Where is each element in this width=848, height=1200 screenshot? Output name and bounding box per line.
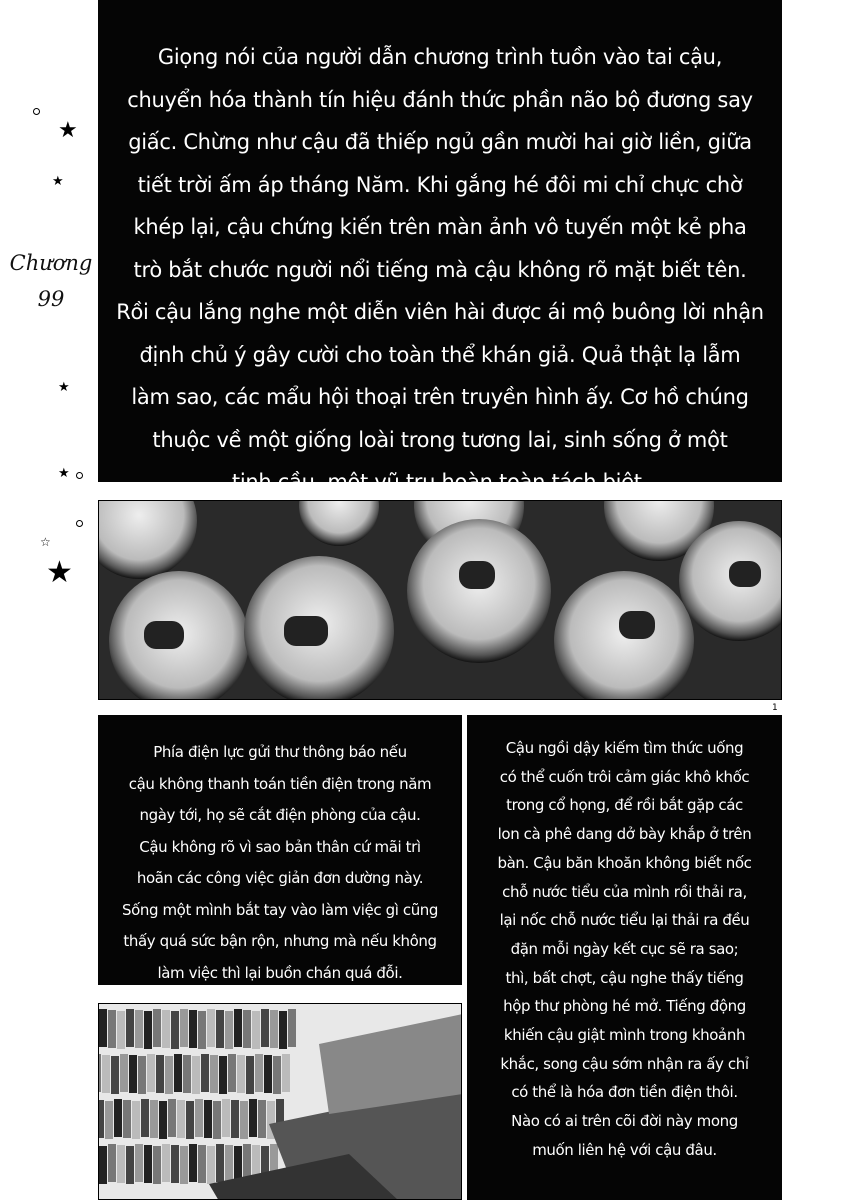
book-spine	[174, 1054, 182, 1092]
book-spine	[240, 1101, 248, 1139]
book-spine	[249, 1099, 257, 1137]
narration-line: Nào có ai trên cõi đời này mong	[511, 1112, 738, 1131]
bookstore-panel-illustration	[98, 1003, 462, 1200]
circle-doodle	[76, 520, 83, 527]
narration-line: định chủ ý gây cười cho toàn thể khán giả. Quả thật lạ lẫm	[139, 342, 741, 367]
page-number: 1	[772, 703, 778, 713]
book-spine	[216, 1010, 224, 1048]
book-spine	[99, 1009, 107, 1047]
narration-line: bàn. Cậu băn khoăn không biết nốc	[497, 853, 752, 872]
book-spine	[117, 1011, 125, 1049]
book-spine	[108, 1144, 116, 1182]
narration-line: Giọng nói của người dẫn chương trình tuồn vào tai cậu,	[157, 45, 723, 69]
narration-line: có thể là hóa đơn tiền điện thôi.	[511, 1083, 738, 1102]
book-spine	[198, 1011, 206, 1049]
book-spine	[126, 1009, 134, 1047]
book-spine	[132, 1101, 140, 1139]
narration-line: tinh cầu, một vũ trụ hoàn toàn tách biệt.	[231, 470, 649, 494]
book-spine	[123, 1100, 131, 1138]
book-spine	[165, 1056, 173, 1094]
star-icon: ★	[58, 380, 70, 395]
book-spine	[213, 1101, 221, 1139]
book-spine	[243, 1010, 251, 1048]
book-spine	[126, 1146, 134, 1184]
book-spine	[270, 1010, 278, 1048]
narration-line: làm sao, các mẩu hội thoại trên truyền hình ấy. Cơ hồ chúng	[131, 385, 749, 409]
chapter-heading	[6, 245, 96, 317]
narration-line: khiến cậu giật mình trong khoảnh	[503, 1026, 746, 1045]
narration-line: hộp thư phòng hé mở. Tiếng động	[503, 997, 746, 1016]
book-spine	[153, 1009, 161, 1047]
book-spine	[282, 1054, 290, 1092]
book-spine	[99, 1054, 101, 1092]
book-spine	[111, 1056, 119, 1094]
narration-line: khép lại, cậu chứng kiến trên màn ảnh vô tuyến một kẻ pha	[133, 215, 747, 239]
book-spine	[237, 1055, 245, 1093]
narration-line: Cậu không rõ vì sao bản thân cứ mãi trì	[139, 837, 421, 856]
book-spine	[219, 1056, 227, 1094]
book-spine	[108, 1010, 116, 1048]
star-icon: ★	[58, 466, 70, 481]
narration-line: cậu không thanh toán tiền điện trong năm	[128, 774, 432, 793]
book-spine	[150, 1100, 158, 1138]
narration-line: Cậu ngồi dậy kiếm tìm thức uống	[505, 739, 744, 757]
chapter-number: 99	[37, 287, 65, 311]
book-spine	[189, 1144, 197, 1182]
book-spine	[195, 1099, 203, 1137]
book-spine	[198, 1145, 206, 1183]
book-spine	[144, 1145, 152, 1183]
narration-line: đặn mỗi ngày kết cục sẽ ra sao;	[510, 939, 739, 958]
book-spine	[156, 1055, 164, 1093]
chapter-label: Chương	[9, 251, 93, 275]
book-spine	[147, 1054, 155, 1092]
book-spine	[162, 1010, 170, 1048]
narration-line: khắc, song cậu sớm nhận ra ấy chỉ	[500, 1054, 749, 1073]
book-spine	[102, 1055, 110, 1093]
narration-line: giấc. Chừng như cậu đã thiếp ngủ gần mười hai giờ liền, giữa	[128, 130, 752, 154]
book-spine	[201, 1054, 209, 1092]
book-spine	[225, 1145, 233, 1183]
narration-line: thì, bất chợt, cậu nghe thấy tiếng	[505, 968, 744, 987]
book-spine	[99, 1100, 104, 1138]
narration-line: thấy quá sức bận rộn, nhưng mà nếu không	[123, 932, 437, 950]
book-spine	[138, 1056, 146, 1094]
book-spine	[159, 1101, 167, 1139]
book-spine	[171, 1145, 179, 1183]
book-spine	[180, 1146, 188, 1184]
book-spine	[105, 1101, 113, 1139]
book-spine	[153, 1146, 161, 1184]
narration-line: lon cà phê dang dở bày khắp ở trên	[497, 825, 752, 844]
book-spine	[183, 1055, 191, 1093]
book-spine	[210, 1055, 218, 1093]
narration-line: Sống một mình bắt tay vào làm việc gì cũng	[121, 900, 439, 919]
book-spine	[141, 1099, 149, 1137]
book-spine	[207, 1009, 215, 1047]
book-spine	[279, 1011, 287, 1049]
narration-line: chỗ nước tiểu của mình rồi thải ra,	[502, 882, 747, 901]
narration-line: lại nốc chỗ nước tiểu lại thải ra đều	[499, 911, 750, 930]
narration-line: trò bắt chước người nổi tiếng mà cậu không rõ mặt biết tên.	[133, 257, 747, 282]
book-spine	[225, 1011, 233, 1049]
narration-line: thuộc về một giống loài trong tương lai, sinh sống ở một	[152, 427, 728, 452]
book-spine	[180, 1009, 188, 1047]
bookshelf-drawing	[99, 1004, 462, 1200]
left-narration-box	[98, 715, 462, 985]
book-spine	[114, 1099, 122, 1137]
book-spine	[204, 1100, 212, 1138]
book-spine	[120, 1054, 128, 1092]
star-icon: ★	[58, 118, 78, 143]
book-spine	[288, 1009, 296, 1047]
book-spine	[168, 1099, 176, 1137]
coffee-cans-drawing	[99, 501, 782, 700]
book-spine	[207, 1146, 215, 1184]
book-spine	[144, 1011, 152, 1049]
book-spine	[273, 1056, 281, 1094]
book-spine	[246, 1056, 254, 1094]
book-spine	[135, 1144, 143, 1182]
book-spine	[117, 1145, 125, 1183]
cans-panel-illustration	[98, 500, 782, 700]
narration-line: làm việc thì lại buồn chán quá đỗi.	[157, 963, 403, 982]
book-spine	[135, 1010, 143, 1048]
book-spine	[177, 1100, 185, 1138]
book-spine	[261, 1009, 269, 1047]
circle-doodle	[76, 472, 83, 479]
narration-line: chuyển hóa thành tín hiệu đánh thức phần não bộ đương say	[127, 87, 753, 112]
book-spine	[129, 1055, 137, 1093]
book-spine	[216, 1144, 224, 1182]
circle-doodle	[33, 108, 40, 115]
book-spine	[228, 1054, 236, 1092]
book-spine	[186, 1101, 194, 1139]
narration-line: muốn liên hệ với cậu đâu.	[532, 1140, 717, 1159]
narration-line: hoãn các công việc giản đơn dường này.	[136, 869, 424, 887]
narration-line: Phía điện lực gửi thư thông báo nếu	[153, 743, 407, 761]
narration-line: tiết trời ấm áp tháng Năm. Khi gắng hé đôi mi chỉ chực chờ	[137, 172, 743, 197]
right-narration-box	[467, 715, 782, 1200]
top-narration-box	[98, 0, 782, 494]
star-icon: ★	[46, 555, 73, 590]
narration-line: có thể cuốn trôi cảm giác khô khốc	[499, 767, 750, 786]
narration-line: Rồi cậu lắng nghe một diễn viên hài được ái mộ buông lời nhận	[116, 300, 764, 324]
book-spine	[234, 1009, 242, 1047]
book-spine	[189, 1010, 197, 1048]
book-spine	[162, 1144, 170, 1182]
star-icon: ★	[52, 174, 64, 189]
book-spine	[255, 1054, 263, 1092]
book-spine	[264, 1055, 272, 1093]
book-spine	[222, 1099, 230, 1137]
hollow-star-icon: ☆	[40, 535, 51, 549]
book-spine	[99, 1146, 107, 1184]
narration-line: ngày tới, họ sẽ cắt điện phòng của cậu.	[139, 806, 421, 824]
book-spine	[192, 1056, 200, 1094]
book-spine	[231, 1100, 239, 1138]
narration-line: trong cổ họng, để rồi bắt gặp các	[506, 796, 743, 815]
book-spine	[171, 1011, 179, 1049]
book-spine	[258, 1100, 266, 1138]
book-spine	[252, 1011, 260, 1049]
